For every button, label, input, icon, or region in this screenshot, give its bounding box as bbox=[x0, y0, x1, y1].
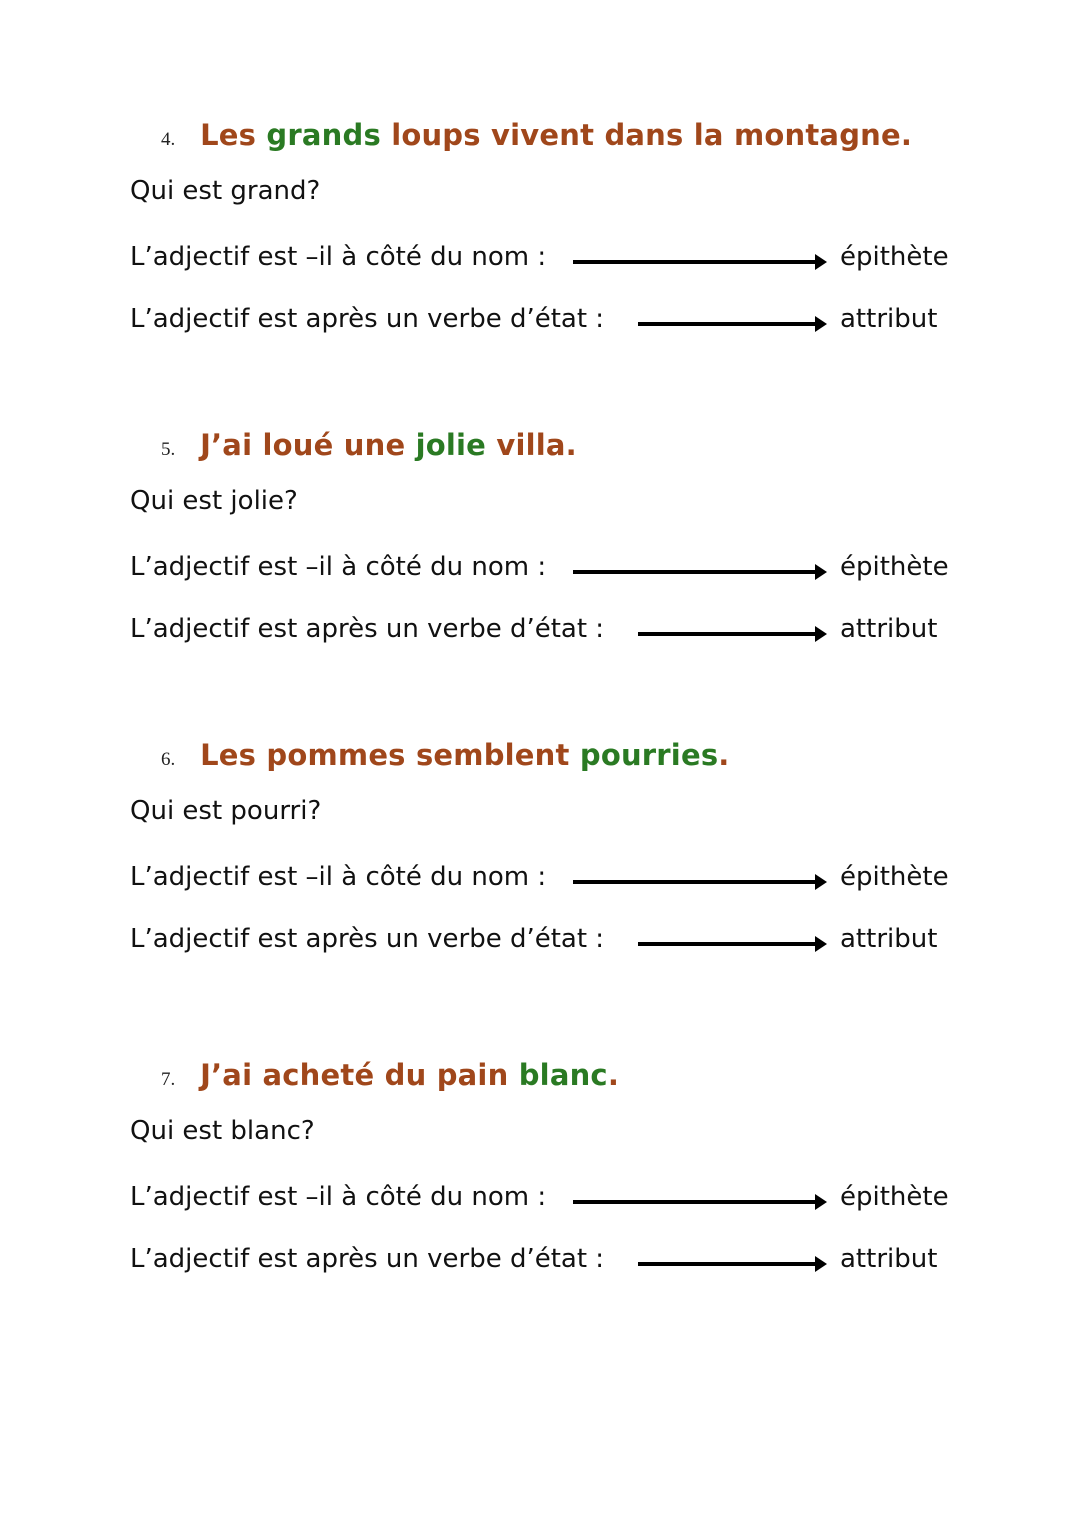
sentence-segment: Les pommes semblent bbox=[200, 738, 580, 772]
arrow-icon bbox=[638, 322, 817, 326]
exercise-number: 5. bbox=[161, 439, 176, 460]
rule-attribut bbox=[130, 304, 960, 340]
rule-label: L’adjectif est après un verbe d’état : bbox=[130, 1244, 605, 1274]
arrow-icon bbox=[638, 1262, 817, 1266]
rule-result: épithète bbox=[840, 862, 949, 892]
rule-label: L’adjectif est après un verbe d’état : bbox=[130, 304, 605, 334]
exercise-4 bbox=[0, 118, 1086, 348]
sentence-segment: loups vivent dans la montagne. bbox=[380, 118, 913, 152]
sentence-segment: villa. bbox=[486, 428, 577, 462]
arrow-icon bbox=[638, 942, 817, 946]
rule-label: L’adjectif est –il à côté du nom : bbox=[130, 1182, 547, 1212]
rule-epithete bbox=[130, 862, 960, 898]
rule-result: épithète bbox=[840, 242, 949, 272]
sentence-segment: . bbox=[607, 1058, 620, 1092]
sentence-segment: J’ai acheté du pain bbox=[200, 1058, 519, 1092]
rule-result: épithète bbox=[840, 552, 949, 582]
rule-attribut bbox=[130, 1244, 960, 1280]
sentence-line bbox=[161, 428, 577, 472]
exercise-number: 7. bbox=[161, 1069, 176, 1090]
rule-attribut bbox=[130, 614, 960, 650]
sentence-adjective: pourries bbox=[579, 738, 719, 772]
arrow-icon bbox=[573, 570, 817, 574]
exercise-number: 6. bbox=[161, 749, 176, 770]
example-sentence bbox=[200, 738, 729, 772]
rule-label: L’adjectif est –il à côté du nom : bbox=[130, 552, 547, 582]
rule-result: attribut bbox=[840, 614, 938, 644]
rule-attribut bbox=[130, 924, 960, 960]
rule-epithete bbox=[130, 1182, 960, 1218]
sentence-segment: . bbox=[718, 738, 730, 772]
exercise-number: 4. bbox=[161, 129, 176, 150]
exercise-7 bbox=[0, 1058, 1086, 1288]
rule-label: L’adjectif est –il à côté du nom : bbox=[130, 862, 547, 892]
sentence-adjective: jolie bbox=[415, 428, 487, 462]
sentence-segment: Les bbox=[200, 118, 267, 152]
sentence-line bbox=[161, 118, 912, 162]
rule-result: attribut bbox=[840, 304, 938, 334]
sentence-line bbox=[161, 738, 730, 782]
sentence-segment: J’ai loué une bbox=[200, 428, 416, 462]
rule-label: L’adjectif est après un verbe d’état : bbox=[130, 924, 605, 954]
sentence-line bbox=[161, 1058, 619, 1102]
arrow-icon bbox=[573, 880, 817, 884]
rule-label: L’adjectif est après un verbe d’état : bbox=[130, 614, 605, 644]
arrow-icon bbox=[638, 632, 817, 636]
rule-result: attribut bbox=[840, 1244, 938, 1274]
rule-result: épithète bbox=[840, 1182, 949, 1212]
rule-epithete bbox=[130, 552, 960, 588]
question: Qui est grand? bbox=[130, 176, 321, 206]
example-sentence bbox=[200, 428, 577, 462]
exercise-6 bbox=[0, 738, 1086, 968]
question: Qui est blanc? bbox=[130, 1116, 315, 1146]
arrow-icon bbox=[573, 260, 817, 264]
rule-label: L’adjectif est –il à côté du nom : bbox=[130, 242, 547, 272]
question: Qui est jolie? bbox=[130, 486, 298, 516]
rule-epithete bbox=[130, 242, 960, 278]
sentence-adjective: blanc bbox=[518, 1058, 608, 1092]
arrow-icon bbox=[573, 1200, 817, 1204]
sentence-adjective: grands bbox=[266, 118, 381, 152]
example-sentence bbox=[200, 1058, 619, 1092]
question: Qui est pourri? bbox=[130, 796, 322, 826]
example-sentence bbox=[200, 118, 912, 152]
rule-result: attribut bbox=[840, 924, 938, 954]
exercise-5 bbox=[0, 428, 1086, 658]
